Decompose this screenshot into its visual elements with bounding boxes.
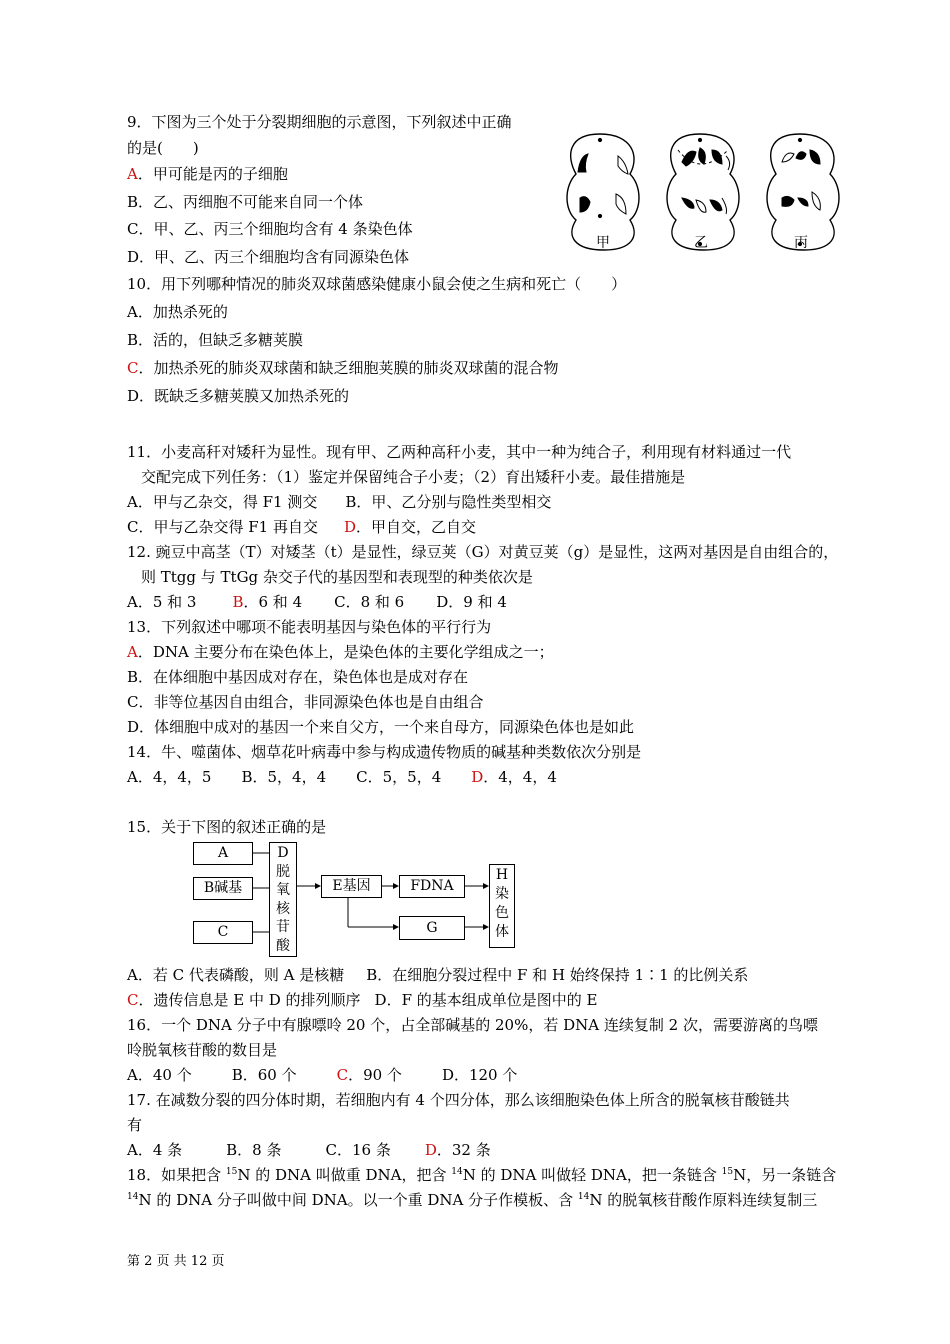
box-d-char: 核 xyxy=(276,900,290,917)
answer-letter: A xyxy=(127,643,138,661)
option-a: A．5 和 3 xyxy=(127,593,197,611)
cell-label-bing: 丙 xyxy=(794,235,808,251)
option-c: ．90 个 xyxy=(348,1066,402,1084)
option-c: C．8 和 6 xyxy=(334,593,405,611)
option-text: ．甲可能是丙的子细胞 xyxy=(137,165,288,183)
text-run: N 的 DNA 分子叫做中间 DNA。以一个重 DNA 分子作模板、含 xyxy=(138,1191,578,1209)
option-letter: D xyxy=(127,718,140,736)
q11-stem-line2: 交配完成下列任务：（1）鉴定并保留纯合子小麦；（2）育出矮秆小麦。最佳措施是 xyxy=(141,468,686,486)
isotope-superscript: 15 xyxy=(721,1167,734,1177)
isotope-superscript: 14 xyxy=(451,1167,463,1177)
option-letter: C xyxy=(127,693,139,711)
text-run: N 的 DNA 叫做轻 DNA，把一条链含 xyxy=(462,1166,722,1184)
q11-stem-line1: 11．小麦高秆对矮秆为显性。现有甲、乙两种高秆小麦，其中一种为纯合子，利用现有材料通过一代 xyxy=(127,443,792,461)
option-c: ．遗传信息是 E 中 D 的排列顺序 xyxy=(138,991,361,1009)
option-letter: A xyxy=(127,303,138,321)
option-b: B．8 条 xyxy=(226,1141,282,1159)
q16-stem-line1: 16．一个 DNA 分子中有腺嘌呤 20 个，占全部碱基的 20%，若 DNA 连续复制 2 次，需要游离的鸟嘌 xyxy=(127,1016,818,1034)
q10-stem: 10．用下列哪种情况的肺炎双球菌感染健康小鼠会使之生病和死亡（ ） xyxy=(127,275,627,293)
option-letter: D xyxy=(127,387,140,405)
q9-stem-line1: 9．下图为三个处于分裂期细胞的示意图，下列叙述中正确 xyxy=(127,113,512,131)
box-d-char: 苷 xyxy=(276,919,290,935)
option-letter: B xyxy=(127,193,139,211)
option-text: ．活的，但缺乏多糖荚膜 xyxy=(138,331,304,349)
option-d: D．9 和 4 xyxy=(436,593,507,611)
option-text: ．DNA 主要分布在染色体上，是染色体的主要化学组成之一； xyxy=(137,643,554,661)
q15-stem: 15．关于下图的叙述正确的是 xyxy=(127,818,327,836)
text-run: N 的 DNA 叫做重 DNA，把含 xyxy=(237,1166,452,1184)
option-text: ．加热杀死的肺炎双球菌和缺乏细胞荚膜的肺炎双球菌的混合物 xyxy=(138,359,559,377)
box-h-char: 色 xyxy=(495,905,509,921)
q18-stem-line2 xyxy=(127,1190,817,1210)
option-letter: B xyxy=(127,668,139,686)
box-h-char: 体 xyxy=(495,924,509,940)
option-letter: B xyxy=(127,331,139,349)
option-d: D．F 的基本组成单位是图中的 E xyxy=(374,991,598,1009)
answer-letter: B xyxy=(232,593,244,611)
q17-stem-line1: 17. 在减数分裂的四分体时期，若细胞内有 4 个四分体，那么该细胞染色体上所含的脱氧核苷酸链共 xyxy=(127,1091,790,1109)
option-text: ．体细胞中成对的基因一个来自父方，一个来自母方，同源染色体也是如此 xyxy=(139,718,635,736)
option-d: D．120 个 xyxy=(441,1066,518,1084)
q15-options-row2 xyxy=(127,990,597,1010)
option-d: ．32 条 xyxy=(436,1141,491,1159)
text-run: 18．如果把含 xyxy=(127,1166,226,1184)
q13-stem: 13．下列叙述中哪项不能表明基因与染色体的平行行为 xyxy=(127,618,492,636)
box-h-char: 染 xyxy=(495,886,509,902)
q18-stem-line1 xyxy=(127,1165,836,1185)
option-letter: D xyxy=(127,248,140,266)
option-c: C．甲与乙杂交得 F1 再自交 xyxy=(127,518,318,536)
option-text: ．既缺乏多糖荚膜又加热杀死的 xyxy=(139,387,350,405)
option-a: A．4，4，5 xyxy=(127,768,212,786)
option-a: A．甲与乙杂交，得 F1 测交 xyxy=(127,493,318,511)
option-b: B．在细胞分裂过程中 F 和 H 始终保持 1∶1 的比例关系 xyxy=(366,966,749,984)
option-text: ．乙、丙细胞不可能来自同一个体 xyxy=(138,193,364,211)
option-a: A．40 个 xyxy=(127,1066,192,1084)
box-d-char: 氧 xyxy=(276,882,290,898)
page-footer: 第 2 页 共 12 页 xyxy=(127,1254,225,1269)
box-c: C xyxy=(193,921,253,944)
answer-letter: D xyxy=(424,1141,437,1159)
q15-options-row1 xyxy=(127,965,748,985)
cell-label-jia: 甲 xyxy=(596,235,610,251)
box-h-chromosome xyxy=(489,864,515,948)
option-b: B．60 个 xyxy=(231,1066,297,1084)
q17-options xyxy=(127,1140,491,1160)
answer-letter: A xyxy=(127,165,138,183)
q12-stem-line1: 12. 豌豆中高茎（T）对矮茎（t）是显性，绿豆荚（G）对黄豆荚（g）是显性，这两对基因是自由组合的， xyxy=(127,543,839,561)
box-h-char: H xyxy=(495,867,509,883)
option-text: ．在体细胞中基因成对存在，染色体也是成对存在 xyxy=(138,668,469,686)
box-b-base: B碱基 xyxy=(193,877,253,900)
cell-label-yi: 乙 xyxy=(694,235,708,251)
answer-letter: C xyxy=(127,359,139,377)
option-a: A．若 C 代表磷酸，则 A 是核糖 xyxy=(127,966,345,984)
box-a: A xyxy=(193,842,253,865)
q16-stem-line2: 呤脱氧核苷酸的数目是 xyxy=(127,1041,278,1059)
option-a: A．4 条 xyxy=(127,1141,183,1159)
q12-stem-line2: 则 Ttgg 与 TtGg 杂交子代的基因型和表现型的种类依次是 xyxy=(141,568,533,586)
option-b: B．甲、乙分别与隐性类型相交 xyxy=(345,493,552,511)
box-e-gene: E基因 xyxy=(321,875,382,898)
box-g: G xyxy=(399,916,465,940)
box-d-char: 脱 xyxy=(276,863,290,880)
text-run: N 的脱氧核苷酸作原料连续复制三 xyxy=(589,1191,818,1209)
option-b: ．6 和 4 xyxy=(243,593,303,611)
q9-stem-line2: 的是( ) xyxy=(127,139,199,157)
option-b: B．5，4，4 xyxy=(241,768,327,786)
text-run: N，另一条链含 xyxy=(733,1166,837,1184)
isotope-superscript: 14 xyxy=(127,1192,139,1202)
isotope-superscript: 15 xyxy=(225,1167,238,1177)
option-text: ．加热杀死的 xyxy=(137,303,228,321)
answer-letter: D xyxy=(471,768,484,786)
answer-letter: C xyxy=(127,991,139,1009)
option-text: ．甲、乙、丙三个细胞均含有 4 条染色体 xyxy=(138,220,413,238)
answer-letter: C xyxy=(336,1066,349,1084)
box-d-char: 酸 xyxy=(276,937,290,954)
isotope-superscript: 14 xyxy=(577,1192,590,1202)
box-f-dna: FDNA xyxy=(399,875,465,898)
option-c: C．16 条 xyxy=(325,1141,391,1159)
option-d: ．4，4，4 xyxy=(483,768,557,786)
option-c: C．5，5，4 xyxy=(356,768,442,786)
option-d: ．甲自交，乙自交 xyxy=(356,518,477,536)
option-letter: C xyxy=(127,220,139,238)
answer-letter: D xyxy=(343,518,356,536)
q17-stem-line2: 有 xyxy=(127,1116,143,1134)
option-text: ．非等位基因自由组合，非同源染色体也是自由组合 xyxy=(138,693,484,711)
box-d-deoxynucleotide xyxy=(269,842,297,957)
q14-stem: 14．牛、噬菌体、烟草花叶病毒中参与构成遗传物质的碱基种类数依次分别是 xyxy=(127,743,642,761)
q16-options xyxy=(127,1065,517,1085)
box-d-char: D xyxy=(277,845,289,861)
option-text: ．甲、乙、丙三个细胞均含有同源染色体 xyxy=(139,248,410,266)
